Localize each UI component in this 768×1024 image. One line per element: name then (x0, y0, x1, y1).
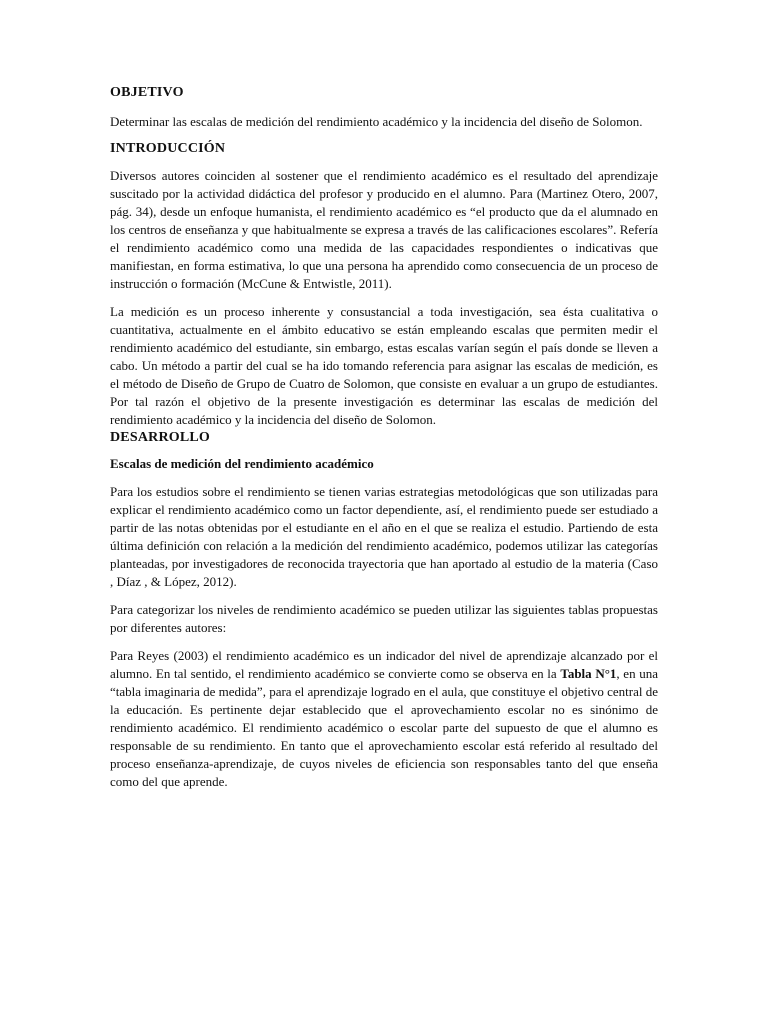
heading-introduccion: INTRODUCCIÓN (110, 141, 226, 156)
paragraph-introduccion-2: La medición es un proceso inherente y consustancial a toda investigación, sea ésta cualitativa o cuantitativa, actualmente en el ámbito educativo se están empleando escalas que permiten medir el rendimiento académico del estudiante, sin embargo, estas escalas varían según el país donde se lleven a cabo. Un método a partir del cual se ha ido tomando referencia para asignar las escalas de medición, es el método de Diseño de Grupo de Cuatro de Solomon, que consiste en evaluar a un grupo de estudiantes. Por tal razón el objetivo de la presente investigación es determinar las escalas de medición del rendimiento académico y la incidencia del diseño de Solomon. (110, 304, 658, 427)
paragraph-introduccion-1: Diversos autores coinciden al sostener que el rendimiento académico es el resultado del aprendizaje suscitado por la actividad didáctica del profesor y producido en el alumno. Para (Martinez Otero, 2007, pág. 34), desde un enfoque humanista, el rendimiento académico es “el producto que da el alumnado en los centros de enseñanza y que habitualmente se expresa a través de las calificaciones escolares”. Refería el rendimiento académico como una medida de las capacidades respondientes o indicativas que manifiestan, en forma estimativa, lo que una persona ha aprendido como consecuencia de un proceso de instrucción o formación (McCune & Entwistle, 2011). (110, 168, 658, 291)
paragraph-categorizar: Para categorizar los niveles de rendimiento académico se pueden utilizar las siguientes tablas propuestas por diferentes autores: (110, 602, 658, 635)
heading-objetivo: OBJETIVO (110, 85, 184, 100)
tabla-reference: Tabla N°1 (560, 666, 617, 681)
reyes-text-after: , en una “tabla imaginaria de medida”, para el aprendizaje logrado en el aula, que constituye el objetivo central de la educación. Es pertinente dejar establecido que el aprovechamiento escolar no es sinónimo de rendimiento académico. El rendimiento académico o escolar parte del supuesto de que el alumno es responsable de su rendimiento. En tanto que el aprovechamiento escolar está referido al resultado del proceso enseñanza-aprendizaje, de cuyos niveles de eficiencia son responsables tanto del que enseña como del que aprende. (110, 666, 658, 789)
document-body (110, 84, 658, 791)
subheading-escalas: Escalas de medición del rendimiento académico (110, 456, 374, 471)
heading-desarrollo: DESARROLLO (110, 430, 211, 445)
paragraph-reyes (110, 647, 658, 791)
paragraph-escalas: Para los estudios sobre el rendimiento se tienen varias estrategias metodológicas que son utilizadas para explicar el rendimiento académico como un factor dependiente, así, el rendimiento puede ser estudiado a partir de las notas obtenidas por el estudiante en el año en el que se realiza el estudio. Partiendo de esta última definición con relación a la medición del rendimiento académico, podemos utilizar las categorías planteadas, por investigadores de reconocida trayectoria que han aportado al estudio de la materia (Caso , Díaz , & López, 2012). (110, 484, 658, 589)
paragraph-objetivo: Determinar las escalas de medición del rendimiento académico y la incidencia del diseño de Solomon. (110, 114, 643, 129)
reyes-text-before: Para Reyes (2003) el rendimiento académico es un indicador del nivel de aprendizaje alcanzado por el alumno. En tal sentido, el rendimiento académico se convierte como se observa en la (110, 648, 658, 681)
